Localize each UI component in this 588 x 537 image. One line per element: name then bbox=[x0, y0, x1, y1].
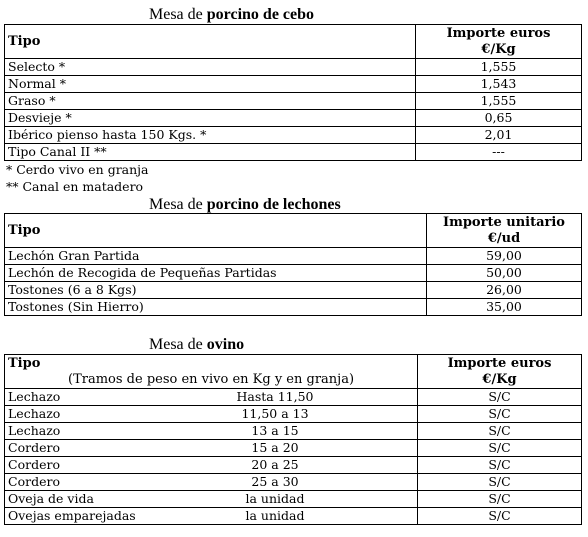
table-row bbox=[5, 59, 582, 76]
table-row bbox=[5, 389, 582, 406]
cebo-importe-cell: 0,65 bbox=[416, 110, 582, 127]
cebo-col-importe-l2: €/Kg bbox=[481, 41, 516, 57]
cebo-importe-cell: 1,543 bbox=[416, 76, 582, 93]
cebo-tipo-cell: Selecto * bbox=[5, 59, 416, 76]
ovino-importe-cell: S/C bbox=[418, 491, 582, 508]
table-row bbox=[5, 457, 582, 474]
ovino-rows bbox=[5, 389, 582, 525]
ovino-importe-cell: S/C bbox=[418, 440, 582, 457]
table-row bbox=[5, 144, 582, 161]
lechones-col-importe bbox=[427, 214, 582, 248]
lechones-importe-cell: 59,00 bbox=[427, 248, 582, 265]
ovino-tramo-text: 13 a 15 bbox=[251, 423, 299, 438]
table-row bbox=[5, 110, 582, 127]
cebo-note-1: * Cerdo vivo en granja bbox=[6, 162, 149, 177]
ovino-tramo-text: 15 a 20 bbox=[251, 440, 299, 455]
ovino-tipo-tramo-cell bbox=[5, 457, 418, 474]
table-row bbox=[5, 474, 582, 491]
lechones-rows bbox=[5, 248, 582, 316]
cebo-header-row bbox=[5, 25, 582, 59]
cebo-tipo-cell: Desvieje * bbox=[5, 110, 416, 127]
ovino-tipo-text: Lechazo bbox=[8, 406, 61, 421]
lechones-tipo-cell: Tostones (6 a 8 Kgs) bbox=[5, 282, 427, 299]
table-row bbox=[5, 248, 582, 265]
table-row bbox=[5, 265, 582, 282]
table-row bbox=[5, 282, 582, 299]
cebo-tipo-cell: Normal * bbox=[5, 76, 416, 93]
ovino-col-tipo-label: Tipo bbox=[8, 355, 41, 371]
lechones-importe-cell: 26,00 bbox=[427, 282, 582, 299]
cebo-importe-cell: 1,555 bbox=[416, 93, 582, 110]
lechones-title bbox=[0, 196, 588, 214]
ovino-title-prefix: Mesa de bbox=[149, 336, 203, 353]
cebo-importe-cell: 1,555 bbox=[416, 59, 582, 76]
lechones-tipo-cell: Tostones (Sin Hierro) bbox=[5, 299, 427, 316]
cebo-tipo-cell: Tipo Canal II ** bbox=[5, 144, 416, 161]
ovino-tipo-tramo-cell bbox=[5, 389, 418, 406]
lechones-title-prefix: Mesa de bbox=[149, 196, 203, 213]
lechones-table bbox=[4, 213, 582, 316]
cebo-table bbox=[4, 24, 582, 161]
ovino-col-tipo bbox=[5, 355, 418, 389]
ovino-tipo-tramo-cell bbox=[5, 474, 418, 491]
ovino-tipo-text: Lechazo bbox=[8, 389, 61, 404]
ovino-tramo-text: 25 a 30 bbox=[251, 474, 299, 489]
ovino-importe-cell: S/C bbox=[418, 389, 582, 406]
lechones-header-row bbox=[5, 214, 582, 248]
ovino-tramo-text: 11,50 a 13 bbox=[241, 406, 309, 421]
ovino-col-importe bbox=[418, 355, 582, 389]
cebo-importe-cell: 2,01 bbox=[416, 127, 582, 144]
table-row bbox=[5, 93, 582, 110]
ovino-importe-cell: S/C bbox=[418, 474, 582, 491]
cebo-importe-cell: --- bbox=[416, 144, 582, 161]
ovino-importe-cell: S/C bbox=[418, 406, 582, 423]
lechones-title-bold: porcino de lechones bbox=[206, 196, 341, 213]
ovino-tipo-tramo-cell bbox=[5, 491, 418, 508]
lechones-importe-cell: 50,00 bbox=[427, 265, 582, 282]
ovino-tramo-text: la unidad bbox=[245, 508, 305, 523]
table-row bbox=[5, 440, 582, 457]
ovino-col-importe-l2: €/Kg bbox=[482, 371, 517, 387]
cebo-title-bold: porcino de cebo bbox=[206, 6, 315, 23]
cebo-col-tipo: Tipo bbox=[5, 25, 416, 59]
ovino-tipo-tramo-cell bbox=[5, 508, 418, 525]
ovino-tipo-tramo-cell bbox=[5, 440, 418, 457]
ovino-tipo-tramo-cell bbox=[5, 423, 418, 440]
lechones-importe-cell: 35,00 bbox=[427, 299, 582, 316]
cebo-col-importe bbox=[416, 25, 582, 59]
table-row bbox=[5, 508, 582, 525]
ovino-header-row bbox=[5, 355, 582, 389]
ovino-col-importe-l1: Importe euros bbox=[447, 355, 552, 371]
ovino-tipo-text: Cordero bbox=[8, 440, 60, 455]
ovino-tipo-text: Oveja de vida bbox=[8, 491, 94, 506]
ovino-tipo-text: Cordero bbox=[8, 474, 60, 489]
ovino-importe-cell: S/C bbox=[418, 423, 582, 440]
ovino-title-bold: ovino bbox=[206, 336, 245, 353]
ovino-tipo-tramo-cell bbox=[5, 406, 418, 423]
ovino-tramo-text: la unidad bbox=[245, 491, 305, 506]
table-row bbox=[5, 406, 582, 423]
cebo-tipo-cell: Graso * bbox=[5, 93, 416, 110]
ovino-tipo-text: Lechazo bbox=[8, 423, 61, 438]
table-row bbox=[5, 299, 582, 316]
ovino-title bbox=[0, 336, 588, 354]
ovino-table bbox=[4, 354, 582, 525]
table-row bbox=[5, 491, 582, 508]
cebo-note-2: ** Canal en matadero bbox=[6, 179, 144, 194]
ovino-tipo-text: Cordero bbox=[8, 457, 60, 472]
ovino-importe-cell: S/C bbox=[418, 457, 582, 474]
table-row bbox=[5, 127, 582, 144]
cebo-rows bbox=[5, 59, 582, 161]
cebo-title-prefix: Mesa de bbox=[149, 6, 203, 23]
cebo-tipo-cell: Ibérico pienso hasta 150 Kgs. * bbox=[5, 127, 416, 144]
cebo-title bbox=[0, 6, 588, 24]
cebo-notes bbox=[6, 161, 149, 195]
ovino-importe-cell: S/C bbox=[418, 508, 582, 525]
lechones-tipo-cell: Lechón de Recogida de Pequeñas Partidas bbox=[5, 265, 427, 282]
table-row bbox=[5, 76, 582, 93]
lechones-col-importe-l2: €/ud bbox=[487, 230, 521, 246]
lechones-col-tipo: Tipo bbox=[5, 214, 427, 248]
table-row bbox=[5, 423, 582, 440]
ovino-tipo-text: Ovejas emparejadas bbox=[8, 508, 136, 523]
lechones-tipo-cell: Lechón Gran Partida bbox=[5, 248, 427, 265]
ovino-tramo-text: 20 a 25 bbox=[251, 457, 299, 472]
cebo-col-importe-l1: Importe euros bbox=[446, 25, 551, 41]
ovino-col-tramos: (Tramos de peso en vivo en Kg y en granja) bbox=[68, 371, 355, 387]
ovino-tramo-text: Hasta 11,50 bbox=[236, 389, 314, 404]
lechones-col-importe-l1: Importe unitario bbox=[443, 214, 565, 230]
